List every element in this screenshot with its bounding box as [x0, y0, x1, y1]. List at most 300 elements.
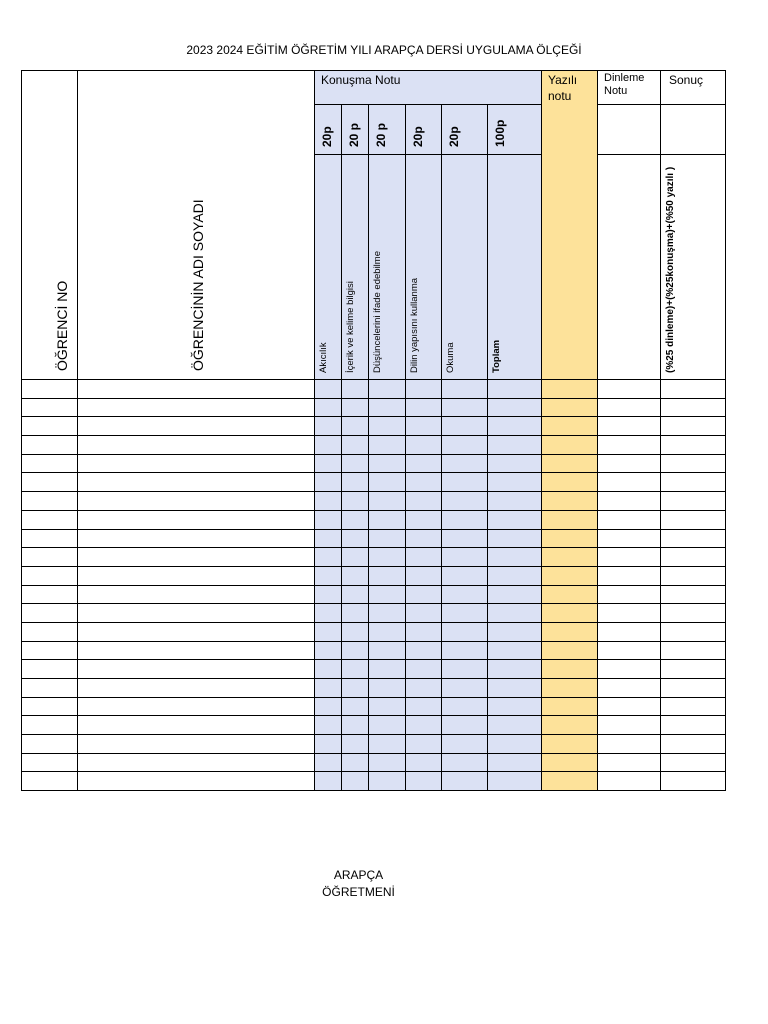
total-score-cell[interactable]: [488, 716, 542, 735]
criterion-score-cell[interactable]: [442, 436, 488, 455]
result-score-cell[interactable]: [661, 585, 726, 604]
student-name-cell[interactable]: [78, 679, 315, 698]
criterion-score-cell[interactable]: [442, 660, 488, 679]
total-score-cell[interactable]: [488, 473, 542, 492]
written-score-cell[interactable]: [542, 697, 598, 716]
criterion-points-cell: [442, 105, 488, 155]
criterion-score-cell[interactable]: [342, 417, 369, 436]
criterion-points: 20p: [447, 126, 461, 147]
student-name-cell[interactable]: [78, 473, 315, 492]
listening-score-cell[interactable]: [598, 380, 661, 399]
total-score-cell[interactable]: [488, 735, 542, 754]
criterion-score-cell[interactable]: [369, 697, 406, 716]
criterion-score-cell[interactable]: [342, 380, 369, 399]
criterion-score-cell[interactable]: [315, 398, 342, 417]
criterion-score-cell[interactable]: [342, 548, 369, 567]
student-name-cell[interactable]: [78, 772, 315, 791]
criterion-score-cell[interactable]: [406, 492, 442, 511]
criterion-score-cell[interactable]: [442, 417, 488, 436]
student-no-cell[interactable]: [22, 735, 78, 754]
total-score-cell[interactable]: [488, 398, 542, 417]
criterion-score-cell[interactable]: [369, 454, 406, 473]
criterion-score-cell[interactable]: [406, 735, 442, 754]
page-title: 2023 2024 EĞİTİM ÖĞRETİM YILI ARAPÇA DERSİ UYGULAMA ÖLÇEĞİ: [186, 43, 582, 57]
listening-score-cell[interactable]: [598, 679, 661, 698]
result-formula: (%25 dinleme)+(%25konuşma)+(%50 yazılı ): [665, 166, 676, 373]
listening-score-cell[interactable]: [598, 697, 661, 716]
listening-score-cell[interactable]: [598, 473, 661, 492]
written-score-cell[interactable]: [542, 473, 598, 492]
criterion-score-cell[interactable]: [342, 660, 369, 679]
criterion-points: 20 p: [374, 122, 388, 147]
criterion-score-cell[interactable]: [342, 398, 369, 417]
criterion-score-cell[interactable]: [442, 622, 488, 641]
criterion-score-cell[interactable]: [406, 660, 442, 679]
criterion-score-cell[interactable]: [342, 473, 369, 492]
listening-score-cell[interactable]: [598, 417, 661, 436]
criterion-score-cell[interactable]: [442, 473, 488, 492]
listening-score-cell[interactable]: [598, 510, 661, 529]
student-name-cell[interactable]: [78, 604, 315, 623]
criterion-score-cell[interactable]: [369, 510, 406, 529]
criterion-label: Toplam: [491, 339, 502, 373]
written-score-cell[interactable]: [542, 566, 598, 585]
student-no-cell[interactable]: [22, 417, 78, 436]
student-row: [22, 380, 726, 399]
assessment-table: [21, 70, 726, 791]
criterion-score-cell[interactable]: [369, 492, 406, 511]
criterion-score-cell[interactable]: [342, 679, 369, 698]
written-score-cell[interactable]: [542, 548, 598, 567]
written-score-cell[interactable]: [542, 753, 598, 772]
criterion-score-cell[interactable]: [406, 398, 442, 417]
criterion-score-cell[interactable]: [406, 772, 442, 791]
criterion-score-cell[interactable]: [369, 753, 406, 772]
criterion-score-cell[interactable]: [442, 772, 488, 791]
total-score-cell[interactable]: [488, 566, 542, 585]
result-score-cell[interactable]: [661, 735, 726, 754]
student-row: [22, 716, 726, 735]
student-name-cell[interactable]: [78, 753, 315, 772]
listening-score-cell[interactable]: [598, 716, 661, 735]
student-no-cell[interactable]: [22, 436, 78, 455]
criterion-points: 20p: [411, 126, 425, 147]
total-score-cell[interactable]: [488, 454, 542, 473]
criterion-points-cell: [315, 105, 342, 155]
result-score-cell[interactable]: [661, 510, 726, 529]
student-name-cell[interactable]: [78, 622, 315, 641]
criterion-score-cell[interactable]: [342, 622, 369, 641]
student-name-cell[interactable]: [78, 454, 315, 473]
total-score-cell[interactable]: [488, 548, 542, 567]
listening-score-cell[interactable]: [598, 660, 661, 679]
student-name-cell[interactable]: [78, 548, 315, 567]
listening-score-cell[interactable]: [598, 566, 661, 585]
teacher-subject: ARAPÇA: [333, 868, 384, 882]
criterion-score-cell[interactable]: [342, 436, 369, 455]
criterion-score-cell[interactable]: [406, 585, 442, 604]
criterion-score-cell[interactable]: [442, 716, 488, 735]
total-score-cell[interactable]: [488, 417, 542, 436]
listening-score-cell[interactable]: [598, 548, 661, 567]
criterion-score-cell[interactable]: [406, 454, 442, 473]
criterion-score-cell[interactable]: [342, 566, 369, 585]
criterion-score-cell[interactable]: [315, 753, 342, 772]
criterion-score-cell[interactable]: [406, 473, 442, 492]
written-score-cell[interactable]: [542, 398, 598, 417]
criterion-score-cell[interactable]: [315, 492, 342, 511]
student-name-cell[interactable]: [78, 697, 315, 716]
student-no-cell[interactable]: [22, 716, 78, 735]
student-name-cell[interactable]: [78, 398, 315, 417]
criterion-label-cell: [488, 155, 542, 380]
result-score-cell[interactable]: [661, 454, 726, 473]
written-score-cell[interactable]: [542, 679, 598, 698]
result-score-cell[interactable]: [661, 492, 726, 511]
speaking-label: Konuşma Notu: [321, 73, 401, 87]
criterion-score-cell[interactable]: [406, 380, 442, 399]
total-score-cell[interactable]: [488, 380, 542, 399]
student-row: [22, 510, 726, 529]
criterion-score-cell[interactable]: [442, 735, 488, 754]
criterion-score-cell[interactable]: [406, 697, 442, 716]
criterion-score-cell[interactable]: [342, 510, 369, 529]
criterion-score-cell[interactable]: [406, 417, 442, 436]
criterion-score-cell[interactable]: [342, 492, 369, 511]
student-no-cell[interactable]: [22, 604, 78, 623]
total-score-cell[interactable]: [488, 660, 542, 679]
criterion-score-cell[interactable]: [406, 753, 442, 772]
criterion-score-cell[interactable]: [342, 753, 369, 772]
result-score-cell[interactable]: [661, 604, 726, 623]
student-name-cell[interactable]: [78, 436, 315, 455]
criterion-points-cell: [488, 105, 542, 155]
student-row: [22, 641, 726, 660]
total-score-cell[interactable]: [488, 622, 542, 641]
listening-label-line1: Dinleme: [604, 72, 645, 84]
criterion-score-cell[interactable]: [406, 604, 442, 623]
student-no-cell[interactable]: [22, 380, 78, 399]
listening-score-cell[interactable]: [598, 622, 661, 641]
criterion-score-cell[interactable]: [442, 380, 488, 399]
written-label-line1: Yazılı: [548, 73, 578, 87]
criterion-score-cell[interactable]: [342, 529, 369, 548]
criterion-score-cell[interactable]: [442, 604, 488, 623]
result-score-cell[interactable]: [661, 566, 726, 585]
student-row: [22, 660, 726, 679]
written-score-cell[interactable]: [542, 529, 598, 548]
written-score-cell[interactable]: [542, 735, 598, 754]
student-no-cell[interactable]: [22, 622, 78, 641]
criterion-score-cell[interactable]: [442, 454, 488, 473]
result-score-cell[interactable]: [661, 548, 726, 567]
criterion-score-cell[interactable]: [369, 529, 406, 548]
criterion-score-cell[interactable]: [315, 716, 342, 735]
student-no-cell[interactable]: [22, 697, 78, 716]
listening-score-cell[interactable]: [598, 772, 661, 791]
student-name-cell[interactable]: [78, 492, 315, 511]
criterion-score-cell[interactable]: [369, 436, 406, 455]
criterion-score-cell[interactable]: [369, 716, 406, 735]
written-score-cell[interactable]: [542, 585, 598, 604]
criterion-score-cell[interactable]: [369, 585, 406, 604]
criterion-score-cell[interactable]: [369, 380, 406, 399]
written-score-cell[interactable]: [542, 772, 598, 791]
written-score-cell[interactable]: [542, 380, 598, 399]
criterion-label: Okuma: [445, 342, 456, 373]
student-no-cell[interactable]: [22, 492, 78, 511]
written-score-cell[interactable]: [542, 604, 598, 623]
criterion-score-cell[interactable]: [406, 510, 442, 529]
criterion-score-cell[interactable]: [369, 604, 406, 623]
student-name-label: ÖĞRENCİNİN ADI SOYADI: [190, 199, 206, 371]
criterion-score-cell[interactable]: [342, 585, 369, 604]
student-name-header: [78, 71, 315, 380]
student-no-cell[interactable]: [22, 529, 78, 548]
criterion-score-cell[interactable]: [369, 772, 406, 791]
criterion-score-cell[interactable]: [315, 735, 342, 754]
result-score-cell[interactable]: [661, 436, 726, 455]
criterion-label-cell: [406, 155, 442, 380]
result-score-cell[interactable]: [661, 772, 726, 791]
student-row: [22, 566, 726, 585]
criterion-score-cell[interactable]: [369, 417, 406, 436]
student-row: [22, 585, 726, 604]
criterion-label: İçerik ve kelime bilgisi: [345, 281, 356, 373]
result-label: Sonuç: [669, 73, 704, 87]
student-name-cell[interactable]: [78, 529, 315, 548]
written-score-cell[interactable]: [542, 660, 598, 679]
criterion-score-cell[interactable]: [369, 398, 406, 417]
criterion-score-cell[interactable]: [442, 529, 488, 548]
total-score-cell[interactable]: [488, 510, 542, 529]
student-row: [22, 473, 726, 492]
criterion-points: 20p: [320, 126, 334, 147]
criterion-points: 20 p: [347, 122, 361, 147]
criterion-score-cell[interactable]: [442, 492, 488, 511]
criterion-points-cell: [406, 105, 442, 155]
student-name-cell[interactable]: [78, 735, 315, 754]
criterion-label-cell: [442, 155, 488, 380]
written-label-line2: notu: [548, 89, 572, 103]
criterion-score-cell[interactable]: [442, 566, 488, 585]
student-row: [22, 604, 726, 623]
total-score-cell[interactable]: [488, 697, 542, 716]
result-score-cell[interactable]: [661, 398, 726, 417]
listening-score-cell[interactable]: [598, 585, 661, 604]
criterion-score-cell[interactable]: [315, 510, 342, 529]
student-no-cell[interactable]: [22, 753, 78, 772]
criterion-score-cell[interactable]: [315, 604, 342, 623]
listening-score-cell[interactable]: [598, 398, 661, 417]
criterion-label: Akıcılık: [318, 342, 329, 373]
student-name-cell[interactable]: [78, 417, 315, 436]
criterion-points-cell: [342, 105, 369, 155]
student-no-cell[interactable]: [22, 679, 78, 698]
criterion-score-cell[interactable]: [406, 679, 442, 698]
criterion-score-cell[interactable]: [442, 585, 488, 604]
result-header: [661, 71, 726, 105]
criterion-score-cell[interactable]: [369, 566, 406, 585]
written-score-cell[interactable]: [542, 492, 598, 511]
criterion-score-cell[interactable]: [369, 548, 406, 567]
criterion-score-cell[interactable]: [315, 772, 342, 791]
criterion-score-cell[interactable]: [406, 529, 442, 548]
student-no-header: [22, 71, 78, 380]
student-no-cell[interactable]: [22, 548, 78, 567]
result-score-cell[interactable]: [661, 679, 726, 698]
student-name-cell[interactable]: [78, 380, 315, 399]
criterion-score-cell[interactable]: [369, 641, 406, 660]
result-score-cell[interactable]: [661, 660, 726, 679]
written-score-cell[interactable]: [542, 622, 598, 641]
criterion-score-cell[interactable]: [315, 697, 342, 716]
student-row: [22, 529, 726, 548]
criterion-label-cell: [342, 155, 369, 380]
criterion-score-cell[interactable]: [315, 548, 342, 567]
student-no-cell[interactable]: [22, 660, 78, 679]
criterion-score-cell[interactable]: [315, 660, 342, 679]
written-score-cell[interactable]: [542, 417, 598, 436]
result-score-cell[interactable]: [661, 697, 726, 716]
student-name-cell[interactable]: [78, 585, 315, 604]
criterion-score-cell[interactable]: [406, 548, 442, 567]
criterion-label-cell: [369, 155, 406, 380]
listening-score-cell[interactable]: [598, 492, 661, 511]
criterion-score-cell[interactable]: [342, 772, 369, 791]
student-no-cell[interactable]: [22, 566, 78, 585]
student-name-cell[interactable]: [78, 660, 315, 679]
criterion-score-cell[interactable]: [315, 417, 342, 436]
total-score-cell[interactable]: [488, 585, 542, 604]
criterion-score-cell[interactable]: [442, 641, 488, 660]
written-score-cell[interactable]: [542, 641, 598, 660]
student-no-cell[interactable]: [22, 641, 78, 660]
criterion-points: 100p: [493, 119, 507, 147]
total-score-cell[interactable]: [488, 529, 542, 548]
result-score-cell[interactable]: [661, 753, 726, 772]
student-row: [22, 417, 726, 436]
student-row: [22, 772, 726, 791]
student-name-cell[interactable]: [78, 510, 315, 529]
student-no-cell[interactable]: [22, 473, 78, 492]
criterion-score-cell[interactable]: [406, 641, 442, 660]
criterion-score-cell[interactable]: [406, 566, 442, 585]
student-row: [22, 735, 726, 754]
criterion-score-cell[interactable]: [442, 697, 488, 716]
student-name-cell[interactable]: [78, 566, 315, 585]
criterion-score-cell[interactable]: [315, 529, 342, 548]
criterion-score-cell[interactable]: [315, 585, 342, 604]
result-score-cell[interactable]: [661, 417, 726, 436]
listening-score-cell[interactable]: [598, 753, 661, 772]
criterion-score-cell[interactable]: [442, 548, 488, 567]
total-score-cell[interactable]: [488, 753, 542, 772]
criterion-score-cell[interactable]: [342, 697, 369, 716]
result-score-cell[interactable]: [661, 473, 726, 492]
teacher-title: ÖĞRETMENİ: [322, 885, 395, 899]
total-score-cell[interactable]: [488, 679, 542, 698]
criterion-score-cell[interactable]: [406, 622, 442, 641]
criterion-score-cell[interactable]: [315, 566, 342, 585]
total-score-cell[interactable]: [488, 492, 542, 511]
criterion-score-cell[interactable]: [315, 641, 342, 660]
criterion-score-cell[interactable]: [369, 735, 406, 754]
criterion-score-cell[interactable]: [342, 641, 369, 660]
total-score-cell[interactable]: [488, 641, 542, 660]
student-no-cell[interactable]: [22, 772, 78, 791]
written-score-cell[interactable]: [542, 454, 598, 473]
criterion-score-cell[interactable]: [442, 510, 488, 529]
criterion-score-cell[interactable]: [315, 380, 342, 399]
criterion-score-cell[interactable]: [369, 473, 406, 492]
written-score-cell[interactable]: [542, 716, 598, 735]
student-row: [22, 697, 726, 716]
criterion-score-cell[interactable]: [406, 716, 442, 735]
criterion-score-cell[interactable]: [315, 622, 342, 641]
criterion-score-cell[interactable]: [315, 473, 342, 492]
listening-header: [598, 71, 661, 105]
student-row: [22, 753, 726, 772]
student-no-cell[interactable]: [22, 585, 78, 604]
listening-score-cell[interactable]: [598, 436, 661, 455]
student-row: [22, 398, 726, 417]
listening-score-cell[interactable]: [598, 735, 661, 754]
listening-score-cell[interactable]: [598, 604, 661, 623]
criterion-score-cell[interactable]: [342, 735, 369, 754]
criterion-score-cell[interactable]: [369, 622, 406, 641]
speaking-header: [315, 71, 542, 105]
student-row: [22, 622, 726, 641]
result-score-cell[interactable]: [661, 380, 726, 399]
result-score-cell[interactable]: [661, 716, 726, 735]
listening-points-cell: [598, 105, 661, 155]
criterion-score-cell[interactable]: [315, 454, 342, 473]
listening-score-cell[interactable]: [598, 641, 661, 660]
criterion-score-cell[interactable]: [342, 454, 369, 473]
student-no-label: ÖĞRENCİ NO: [54, 280, 70, 371]
total-score-cell[interactable]: [488, 604, 542, 623]
result-score-cell[interactable]: [661, 622, 726, 641]
listening-score-cell[interactable]: [598, 454, 661, 473]
written-score-cell[interactable]: [542, 510, 598, 529]
result-score-cell[interactable]: [661, 641, 726, 660]
total-score-cell[interactable]: [488, 436, 542, 455]
criterion-score-cell[interactable]: [315, 436, 342, 455]
criterion-score-cell[interactable]: [406, 436, 442, 455]
student-name-cell[interactable]: [78, 716, 315, 735]
student-row: [22, 548, 726, 567]
criterion-score-cell[interactable]: [369, 679, 406, 698]
criterion-score-cell[interactable]: [342, 716, 369, 735]
criterion-score-cell[interactable]: [442, 398, 488, 417]
total-score-cell[interactable]: [488, 772, 542, 791]
student-no-cell[interactable]: [22, 454, 78, 473]
criterion-score-cell[interactable]: [315, 679, 342, 698]
listening-score-cell[interactable]: [598, 529, 661, 548]
criterion-score-cell[interactable]: [442, 679, 488, 698]
criterion-score-cell[interactable]: [342, 604, 369, 623]
criterion-score-cell[interactable]: [442, 753, 488, 772]
criterion-score-cell[interactable]: [369, 660, 406, 679]
student-name-cell[interactable]: [78, 641, 315, 660]
result-score-cell[interactable]: [661, 529, 726, 548]
listening-label-cell: [598, 155, 661, 380]
student-no-cell[interactable]: [22, 510, 78, 529]
student-no-cell[interactable]: [22, 398, 78, 417]
written-score-cell[interactable]: [542, 436, 598, 455]
student-row: [22, 436, 726, 455]
